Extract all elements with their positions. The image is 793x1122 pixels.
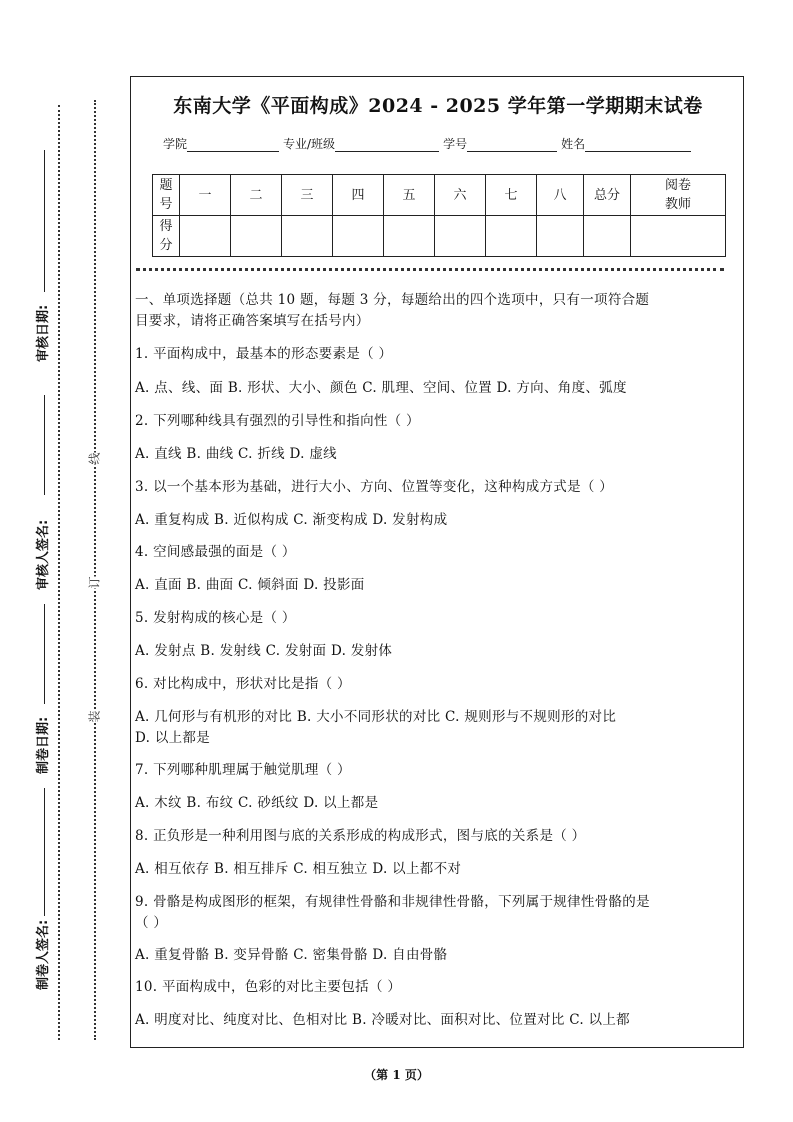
reviewer-cell[interactable] (631, 216, 726, 257)
student-id-field[interactable] (467, 137, 557, 152)
question-text: 5. 发射构成的核心是（ ） (135, 610, 296, 626)
reviewer-sign-label: 审核人签名: (36, 519, 51, 590)
question-options: A. 明度对比、纯度对比、色相对比 B. 冷暖对比、面积对比、位置对比 C. 以上都 (135, 1012, 630, 1028)
question-options: A. 相互依存 B. 相互排斥 C. 相互独立 D. 以上都不对 (135, 861, 462, 877)
question-options: A. 重复骨骼 B. 变异骨骼 C. 密集骨骼 D. 自由骨骼 (135, 947, 448, 963)
col-3: 三 (282, 175, 333, 216)
score-cell[interactable] (537, 216, 584, 257)
score-cell[interactable] (282, 216, 333, 257)
review-date-label: 审核日期: (36, 304, 51, 362)
college-label: 学院 (163, 137, 188, 151)
question-options: A. 直面 B. 曲面 C. 倾斜面 D. 投影面 (135, 577, 365, 593)
score-cell[interactable] (584, 216, 631, 257)
question-text: 6. 对比构成中，形状对比是指（ ） (135, 676, 351, 692)
binding-dotted-line (94, 100, 96, 1040)
section-separator (136, 268, 724, 271)
review-date-line (44, 150, 45, 292)
question-text: 3. 以一个基本形为基础，进行大小、方向、位置等变化，这种构成方式是（ ） (135, 479, 614, 495)
question-text: 10. 平面构成中，色彩的对比主要包括（ ） (135, 979, 402, 995)
col-6: 六 (435, 175, 486, 216)
question-text: 7. 下列哪种肌理属于触觉肌理（ ） (135, 762, 351, 778)
name-label: 姓名 (561, 137, 586, 151)
student-id-label: 学号 (443, 137, 468, 151)
binding-char-staple: 订 (84, 576, 105, 588)
score-cell[interactable] (231, 216, 282, 257)
reviewer-sign-line (44, 395, 45, 495)
prep-date-label: 制卷日期: (36, 716, 51, 774)
score-table (152, 174, 726, 257)
col-4: 四 (333, 175, 384, 216)
score-cell[interactable] (486, 216, 537, 257)
major-label: 专业/班级 (283, 137, 336, 151)
reviewer-header: 阅卷 教师 (631, 175, 726, 216)
outer-dotted-line (58, 105, 60, 1040)
question-options: A. 几何形与有机形的对比 B. 大小不同形状的对比 C. 规则形与不规则形的对比 (135, 709, 617, 725)
student-info-row (163, 135, 695, 152)
binding-char-bind: 装 (84, 710, 105, 722)
score-cell[interactable] (435, 216, 486, 257)
question-number-header: 题 号 (153, 175, 180, 216)
question-options: D. 以上都是 (135, 730, 211, 746)
question-text: 8. 正负形是一种利用图与底的关系形成的构成形式，图与底的关系是（ ） (135, 828, 586, 844)
col-5: 五 (384, 175, 435, 216)
college-field[interactable] (187, 137, 279, 152)
score-table-header-row (153, 175, 726, 216)
section-heading: 一、单项选择题（总共 10 题，每题 3 分，每题给出的四个选项中，只有一项符合题 目要求，请将正确答案填写在括号内） (135, 292, 650, 329)
binding-char-line: 线 (84, 452, 105, 464)
question-options: A. 重复构成 B. 近似构成 C. 渐变构成 D. 发射构成 (135, 512, 448, 528)
question-text: 9. 骨骼是构成图形的框架，有规律性骨骼和非规律性骨骼，下列属于规律性骨骼的是 (135, 894, 650, 910)
score-table-score-row (153, 216, 726, 257)
page-footer: （第 1 页） (364, 1068, 429, 1082)
preparer-sign-line (44, 788, 45, 916)
name-field[interactable] (585, 137, 691, 152)
question-text: 4. 空间感最强的面是（ ） (135, 544, 296, 560)
question-options: A. 木纹 B. 布纹 C. 砂纸纹 D. 以上都是 (135, 795, 379, 811)
score-row-header: 得 分 (153, 216, 180, 257)
exam-frame (130, 76, 744, 1048)
question-options: A. 发射点 B. 发射线 C. 发射面 D. 发射体 (135, 643, 393, 659)
prep-date-line (44, 604, 45, 704)
score-cell[interactable] (384, 216, 435, 257)
preparer-sign-label: 制卷人签名: (36, 919, 51, 990)
col-1: 一 (180, 175, 231, 216)
question-text: 2. 下列哪种线具有强烈的引导性和指向性（ ） (135, 413, 420, 429)
col-2: 二 (231, 175, 282, 216)
question-text: （ ） (135, 915, 168, 931)
col-total: 总分 (584, 175, 631, 216)
col-7: 七 (486, 175, 537, 216)
col-8: 八 (537, 175, 584, 216)
major-field[interactable] (335, 137, 439, 152)
question-options: A. 点、线、面 B. 形状、大小、颜色 C. 肌理、空间、位置 D. 方向、角度、弧度 (135, 380, 627, 396)
question-text: 1. 平面构成中，最基本的形态要素是（ ） (135, 346, 393, 362)
question-options: A. 直线 B. 曲线 C. 折线 D. 虚线 (135, 446, 337, 462)
exam-title: 东南大学《平面构成》2024 - 2025 学年第一学期期末试卷 (173, 95, 703, 117)
score-cell[interactable] (333, 216, 384, 257)
score-cell[interactable] (180, 216, 231, 257)
